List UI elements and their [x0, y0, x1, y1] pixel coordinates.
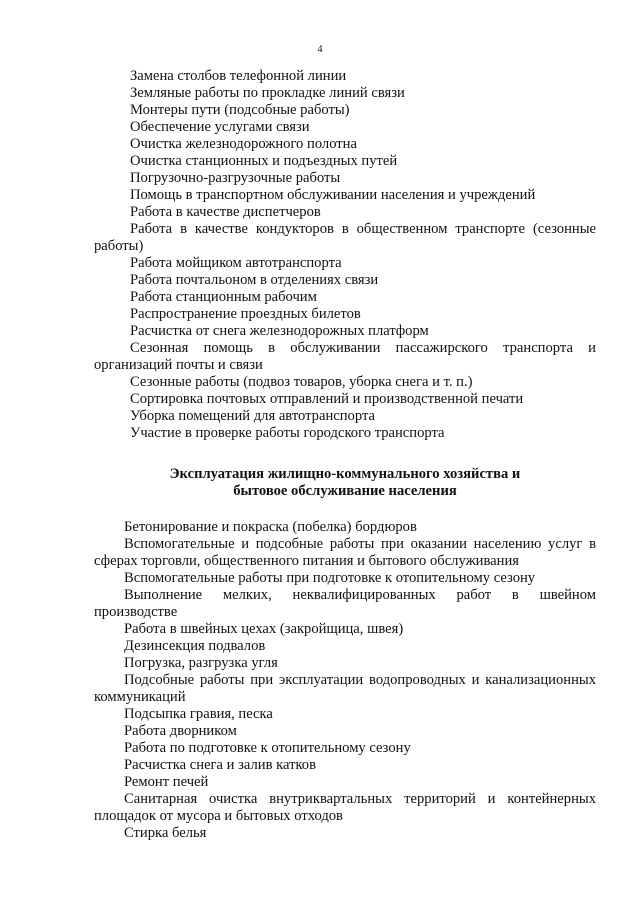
heading-line: Эксплуатация жилищно-коммунального хозяйства и — [169, 466, 521, 482]
list-item: Погрузочно-разгрузочные работы — [130, 170, 341, 186]
heading-line: бытовое обслуживание населения — [233, 483, 457, 499]
list-item: Дезинсекция подвалов — [124, 638, 266, 654]
list-item: Подсобные работы при эксплуатации водопроводных и канализационных коммуникаций — [94, 672, 596, 705]
list-item: Бетонирование и покраска (побелка) бордюров — [124, 519, 417, 535]
list-item: Вспомогательные работы при подготовке к отопительному сезону — [124, 570, 536, 586]
list-item: Уборка помещений для автотранспорта — [130, 408, 375, 424]
list-item: Распространение проездных билетов — [130, 306, 361, 322]
list-item: Работа мойщиком автотранспорта — [130, 255, 342, 271]
list-item: Монтеры пути (подсобные работы) — [130, 102, 350, 118]
list-item: Работа по подготовке к отопительному сезону — [124, 740, 411, 756]
list-item: Земляные работы по прокладке линий связи — [130, 85, 405, 101]
list-item: Подсыпка гравия, песка — [124, 706, 273, 722]
list-item: Помощь в транспортном обслуживании населения и учреждений — [130, 187, 536, 203]
list-item: Стирка белья — [124, 825, 207, 841]
list-item: Сезонная помощь в обслуживании пассажирского транспорта и организаций почты и связи — [94, 340, 596, 373]
section-two-heading — [94, 466, 596, 500]
section-one-list — [94, 68, 596, 442]
list-item: Обеспечение услугами связи — [130, 119, 310, 135]
list-item: Работа почтальоном в отделениях связи — [130, 272, 379, 288]
list-item: Санитарная очистка внутриквартальных территорий и контейнерных площадок от мусора и бытовых отходов — [94, 791, 596, 824]
list-item: Погрузка, разгрузка угля — [124, 655, 278, 671]
list-item: Работа в качестве диспетчеров — [130, 204, 321, 220]
list-item: Ремонт печей — [124, 774, 209, 790]
list-item: Участие в проверке работы городского транспорта — [130, 425, 445, 441]
list-item: Работа в качестве кондукторов в общественном транспорте (сезонные работы) — [94, 221, 596, 254]
list-item: Работа в швейных цехах (закройщица, швея) — [124, 621, 404, 637]
list-item: Расчистка снега и залив катков — [124, 757, 316, 773]
list-item: Сезонные работы (подвоз товаров, уборка снега и т. п.) — [130, 374, 473, 390]
section-two-list — [94, 519, 596, 842]
list-item: Расчистка от снега железнодорожных платформ — [130, 323, 429, 339]
page-number: 4 — [317, 44, 323, 55]
list-item: Вспомогательные и подсобные работы при оказании населению услуг в сферах торговли, общественного питания и бытового обслуживания — [94, 536, 596, 569]
list-item: Очистка железнодорожного полотна — [130, 136, 357, 152]
list-item: Замена столбов телефонной линии — [130, 68, 347, 84]
list-item: Работа дворником — [124, 723, 237, 739]
list-item: Очистка станционных и подъездных путей — [130, 153, 398, 169]
list-item: Работа станционным рабочим — [130, 289, 317, 305]
list-item: Выполнение мелких, неквалифицированных работ в швейном производстве — [94, 587, 596, 620]
list-item: Сортировка почтовых отправлений и производственной печати — [130, 391, 524, 407]
